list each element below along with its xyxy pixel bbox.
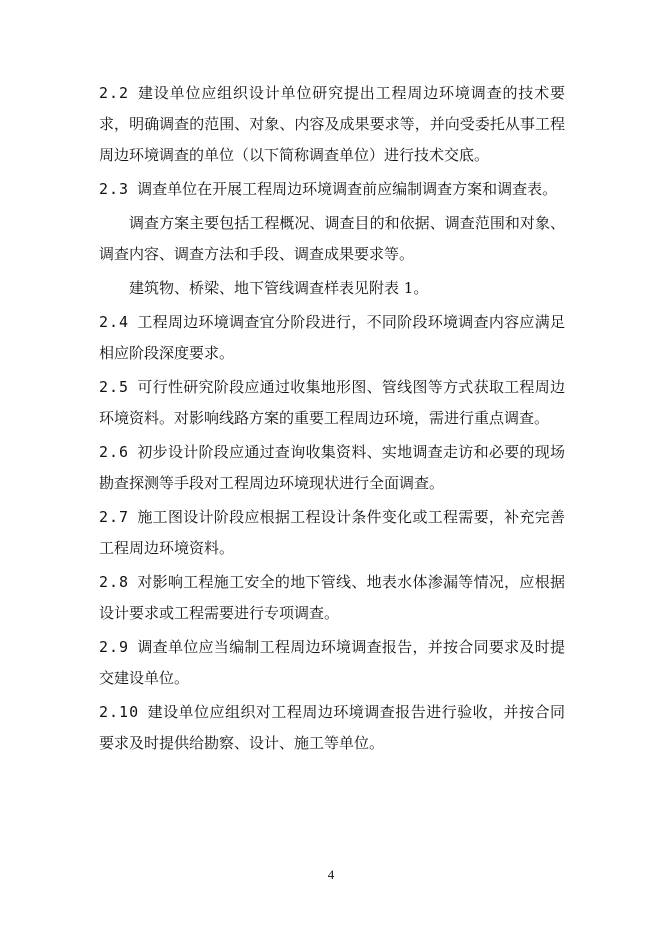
clause-2-9 (99, 632, 565, 694)
clause-number: 2.2 (99, 84, 130, 102)
page-number: 4 (327, 867, 335, 882)
clause-2-8 (99, 567, 565, 629)
clause-2-7 (99, 502, 565, 564)
clause-text: 施工图设计阶段应根据工程设计条件变化或工程需要，补充完善工程周边环境资料。 (99, 508, 565, 557)
clause-2-4 (99, 307, 565, 369)
clause-2-3-detail-table (99, 273, 565, 304)
clause-number: 2.10 (99, 703, 140, 721)
clause-2-10 (99, 697, 565, 759)
clause-number: 2.8 (99, 573, 130, 591)
clause-text: 调查单位应当编制工程周边环境调查报告，并按合同要求及时提交建设单位。 (99, 638, 565, 687)
clause-number: 2.5 (99, 378, 130, 396)
clause-text: 可行性研究阶段应通过收集地形图、管线图等方式获取工程周边环境资料。对影响线路方案的重要工程周边环境，需进行重点调查。 (99, 378, 565, 427)
clause-number: 2.6 (99, 443, 130, 461)
clause-2-3-detail-plan (99, 208, 565, 270)
clause-number: 2.3 (99, 180, 130, 198)
clause-number: 2.9 (99, 638, 130, 656)
document-body (99, 78, 565, 762)
clause-number: 2.7 (99, 508, 130, 526)
paragraph-text: 调查方案主要包括工程概况、调查目的和依据、调查范围和对象、调查内容、调查方法和手段、调查成果要求等。 (99, 214, 565, 263)
clause-text: 建设单位应组织对工程周边环境调查报告进行验收，并按合同要求及时提供给勘察、设计、施工等单位。 (99, 703, 565, 752)
clause-text: 对影响工程施工安全的地下管线、地表水体渗漏等情况，应根据设计要求或工程需要进行专项调查。 (99, 573, 565, 622)
clause-text: 调查单位在开展工程周边环境调查前应编制调查方案和调查表。 (137, 180, 558, 198)
clause-text: 建设单位应组织设计单位研究提出工程周边环境调查的技术要求，明确调查的范围、对象、内容及成果要求等，并向受委托从事工程周边环境调查的单位（以下简称调查单位）进行技术交底。 (99, 84, 565, 164)
clause-text: 工程周边环境调查宜分阶段进行，不同阶段环境调查内容应满足相应阶段深度要求。 (99, 313, 565, 362)
clause-2-3 (99, 174, 565, 205)
clause-number: 2.4 (99, 313, 130, 331)
paragraph-text: 建筑物、桥梁、地下管线调查样表见附表 1。 (129, 279, 429, 297)
clause-2-2 (99, 78, 565, 171)
clause-2-5 (99, 372, 565, 434)
clause-text: 初步设计阶段应通过查询收集资料、实地调查走访和必要的现场勘查探测等手段对工程周边环境现状进行全面调查。 (99, 443, 565, 492)
clause-2-6 (99, 437, 565, 499)
